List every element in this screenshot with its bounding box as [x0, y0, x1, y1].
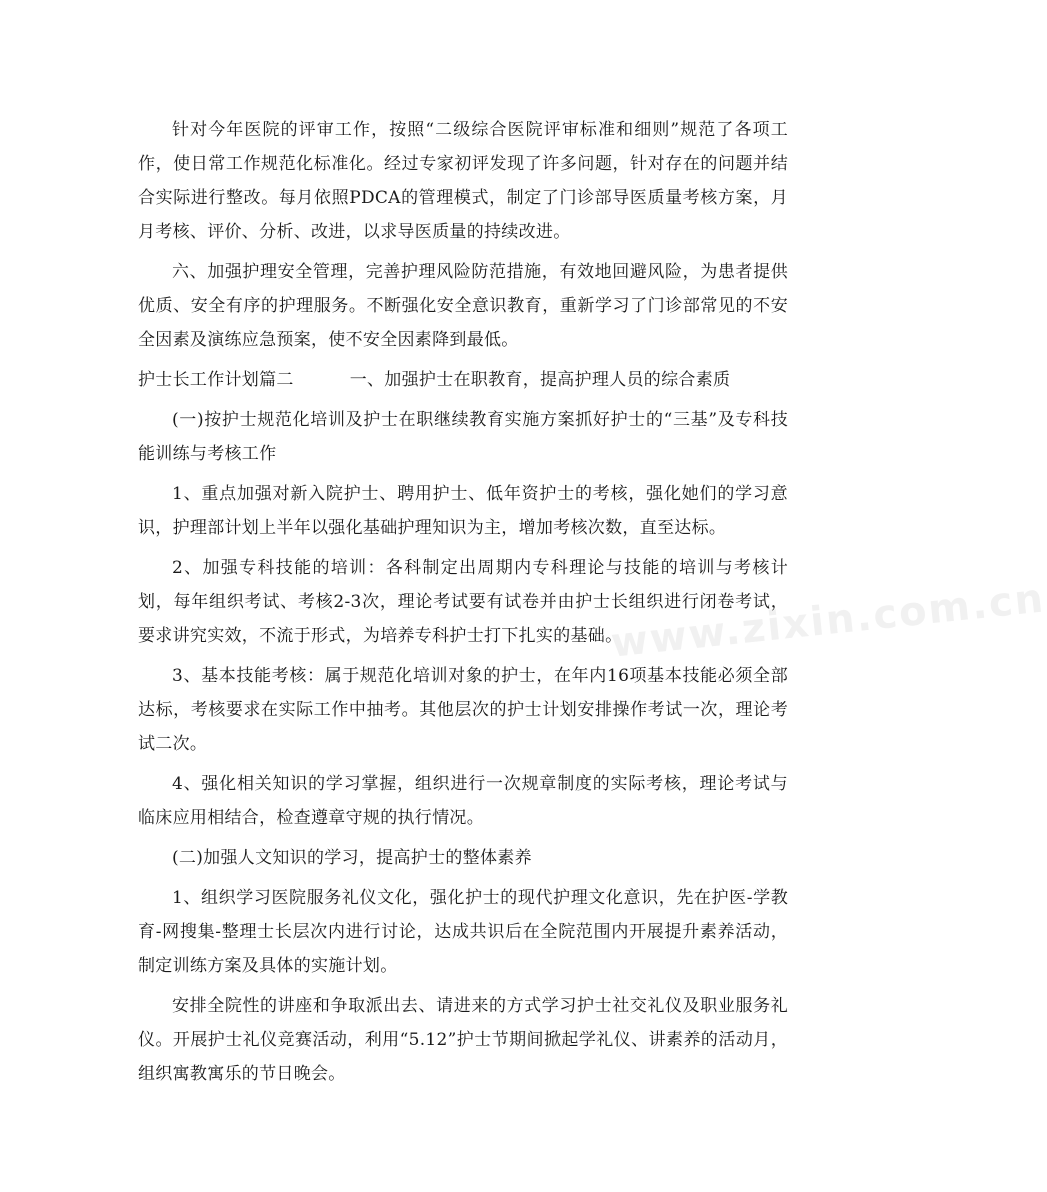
paragraph-item-2: 2、加强专科技能的培训：各科制定出周期内专科理论与技能的培训与考核计划，每年组织考试、考核2-3次，理论考试要有试卷并由护士长组织进行闭卷考试，要求讲究实效，不流于形式，为培养专科护士打下扎实的基础。: [138, 558, 788, 646]
paragraph-etiquette-study: 1、组织学习医院服务礼仪文化，强化护士的现代护理文化意识，先在护医-学教育-网搜集-整理士长层次内进行讨论，达成共识后在全院范围内开展提升素养活动，制定训练方案及具体的实施计划。: [138, 888, 788, 976]
section-heading: [138, 363, 788, 397]
watermark: www.zixin.com.cn: [608, 575, 1047, 667]
document-body: [138, 113, 788, 1097]
section-heading-title: 护士长工作计划篇二: [138, 370, 294, 390]
paragraph-item-3: 3、基本技能考核：属于规范化培训对象的护士，在年内16项基本技能必须全部达标，考核要求在实际工作中抽考。其他层次的护士计划安排操作考试一次，理论考试二次。: [138, 666, 788, 754]
paragraph-item-4: 4、强化相关知识的学习掌握，组织进行一次规章制度的实际考核，理论考试与临床应用相结合，检查遵章守规的执行情况。: [138, 774, 788, 828]
paragraph-safety-management: 六、加强护理安全管理，完善护理风险防范措施，有效地回避风险，为患者提供优质、安全有序的护理服务。不断强化安全意识教育，重新学习了门诊部常见的不安全因素及演练应急预案，使不安全因素降到最低。: [138, 262, 788, 350]
paragraph-etiquette-activities: 安排全院性的讲座和争取派出去、请进来的方式学习护士社交礼仪及职业服务礼仪。开展护士礼仪竞赛活动，利用“5.12”护士节期间掀起学礼仪、讲素养的活动月，组织寓教寓乐的节日晚会。: [138, 996, 788, 1084]
paragraph-training-heading: (一)按护士规范化培训及护士在职继续教育实施方案抓好护士的“三基”及专科技能训练与考核工作: [138, 410, 788, 464]
paragraph-item-1: 1、重点加强对新入院护士、聘用护士、低年资护士的考核，强化她们的学习意识，护理部计划上半年以强化基础护理知识为主，增加考核次数，直至达标。: [138, 484, 788, 538]
paragraph-humanities-heading: (二)加强人文知识的学习，提高护士的整体素养: [172, 848, 532, 868]
paragraph-review-work: 针对今年医院的评审工作，按照“二级综合医院评审标准和细则”规范了各项工作，使日常工作规范化标准化。经过专家初评发现了许多问题，针对存在的问题并结合实际进行整改。每月依照PDCA的管理模式，制定了门诊部导医质量考核方案，月月考核、评价、分析、改进，以求导医质量的持续改进。: [138, 120, 788, 242]
section-heading-subtitle: 一、加强护士在职教育，提高护理人员的综合素质: [349, 370, 731, 390]
